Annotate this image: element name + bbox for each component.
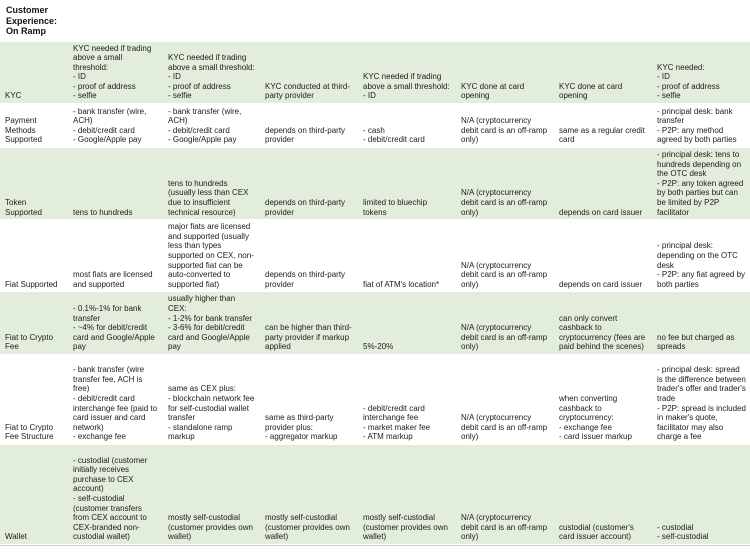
row-header-label: KYC [0, 41, 68, 104]
table-cell: KYC done at card opening [554, 41, 652, 104]
table-row [0, 104, 750, 148]
table-cell: limited to bluechip tokens [358, 148, 456, 220]
table-cell: N/A (cryptocurrency debit card is an off-ramp only) [456, 148, 554, 220]
table-cell: - custodial (customer initially receives purchase to CEX account) - self-custodial (customer transfers from CEX account to CEX-branded non-custodial wallet) [68, 444, 163, 544]
table-cell: tens to hundreds (usually less than CEX due to insufficient technical resource) [163, 148, 260, 220]
table-cell: same as third-party provider plus: - aggregator markup [260, 354, 358, 444]
table-cell: - 0.1%-1% for bank transfer - ~4% for debit/credit card and Google/Apple pay [68, 292, 163, 355]
table-cell: KYC done at card opening [456, 41, 554, 104]
table-cell: can be higher than third-party provider if markup applied [260, 292, 358, 355]
table-cell: depends on third-party provider [260, 104, 358, 148]
table-row [0, 444, 750, 544]
table-cell: N/A (cryptocurrency debit card is an off-ramp only) [456, 220, 554, 292]
table-cell: - bank transfer (wire, ACH) - debit/credit card - Google/Apple pay [68, 104, 163, 148]
row-header-label: Fiat to Crypto Fee [0, 292, 68, 355]
table-row [0, 148, 750, 220]
table-cell: mostly self-custodial (customer provides own wallet) [358, 444, 456, 544]
table-cell: no fee but charged as spreads [652, 292, 750, 355]
row-header-label: Fiat Supported [0, 220, 68, 292]
table-cell: N/A (cryptocurrency debit card is an off-ramp only) [456, 354, 554, 444]
table-cell: mostly self-custodial (customer provides own wallet) [163, 444, 260, 544]
table-cell: N/A (cryptocurrency debit card is an off-ramp only) [456, 292, 554, 355]
row-header-label: Token Supported [0, 148, 68, 220]
table-cell: depends on third-party provider [260, 148, 358, 220]
page-title-line-3: On Ramp [6, 26, 47, 36]
table-row [0, 41, 750, 104]
comparison-table [0, 41, 750, 545]
page-title-line-1: Customer [6, 5, 49, 15]
table-cell: N/A (cryptocurrency debit card is an off-ramp only) [456, 444, 554, 544]
table-cell: - principal desk: spread is the difference between trader's offer and trader's trade - P2P: spread is included in maker's quote, facilitator may also charge a fee [652, 354, 750, 444]
table-cell: most fiats are licensed and supported [68, 220, 163, 292]
table-row [0, 292, 750, 355]
table-cell: - cash - debit/credit card [358, 104, 456, 148]
table-cell: tens to hundreds [68, 148, 163, 220]
table-cell: - debit/credit card interchange fee - market maker fee - ATM markup [358, 354, 456, 444]
table-cell: depends on card issuer [554, 220, 652, 292]
table-cell: - principal desk: tens to hundreds depending on the OTC desk - P2P: any token agreed by both parties but can be limited by P2P facilitator [652, 148, 750, 220]
row-header-label: Payment Methods Supported [0, 104, 68, 148]
table-cell: KYC needed if trading above a small threshold: - ID - proof of address - selfie [163, 41, 260, 104]
table-cell: major fiats are licensed and supported (usually less than types supported on CEX, non-supported fiat can be auto-converted to supported fiat) [163, 220, 260, 292]
table-cell: KYC conducted at third-party provider [260, 41, 358, 104]
table-cell: KYC needed if trading above a small threshold: - ID - proof of address - selfie [68, 41, 163, 104]
table-cell: 5%-20% [358, 292, 456, 355]
table-cell: - principal desk: bank transfer - P2P: any method agreed by both parties [652, 104, 750, 148]
table-cell: usually higher than CEX: - 1-2% for bank transfer - 3-6% for debit/credit card and Google/Apple pay [163, 292, 260, 355]
comparison-table-body [0, 41, 750, 544]
table-cell: can only convert cashback to cryptocurrency (fees are paid behind the scenes) [554, 292, 652, 355]
row-header-label: Fiat to Crypto Fee Structure [0, 354, 68, 444]
table-cell: same as a regular credit card [554, 104, 652, 148]
table-cell: KYC needed: - ID - proof of address - selfie [652, 41, 750, 104]
table-cell: depends on third-party provider [260, 220, 358, 292]
table-cell: - bank transfer (wire transfer fee, ACH is free) - debit/credit card interchange fee (paid to card issuer and card network) - exchange fee [68, 354, 163, 444]
table-cell: custodial (customer's card issuer account) [554, 444, 652, 544]
table-cell: depends on card issuer [554, 148, 652, 220]
table-row [0, 354, 750, 444]
table-cell: same as CEX plus: - blockchain network fee for self-custodial wallet transfer - standalone ramp markup [163, 354, 260, 444]
table-cell: KYC needed if trading above a small threshold: - ID [358, 41, 456, 104]
table-cell: fiat of ATM's location* [358, 220, 456, 292]
page-title-line-2: Experience: [6, 15, 58, 26]
table-cell: N/A (cryptocurrency debit card is an off-ramp only) [456, 104, 554, 148]
table-cell: when converting cashback to cryptocurrency: - exchange fee - card issuer markup [554, 354, 652, 444]
table-row [0, 220, 750, 292]
table-cell: - principal desk: depending on the OTC desk - P2P: any fiat agreed by both parties [652, 220, 750, 292]
table-bottom-rule [0, 545, 750, 560]
table-cell: mostly self-custodial (customer provides own wallet) [260, 444, 358, 544]
table-cell: - bank transfer (wire, ACH) - debit/credit card - Google/Apple pay [163, 104, 260, 148]
row-header-label: Wallet [0, 444, 68, 544]
page-title [0, 0, 750, 41]
table-cell: - custodial - self-custodial [652, 444, 750, 544]
